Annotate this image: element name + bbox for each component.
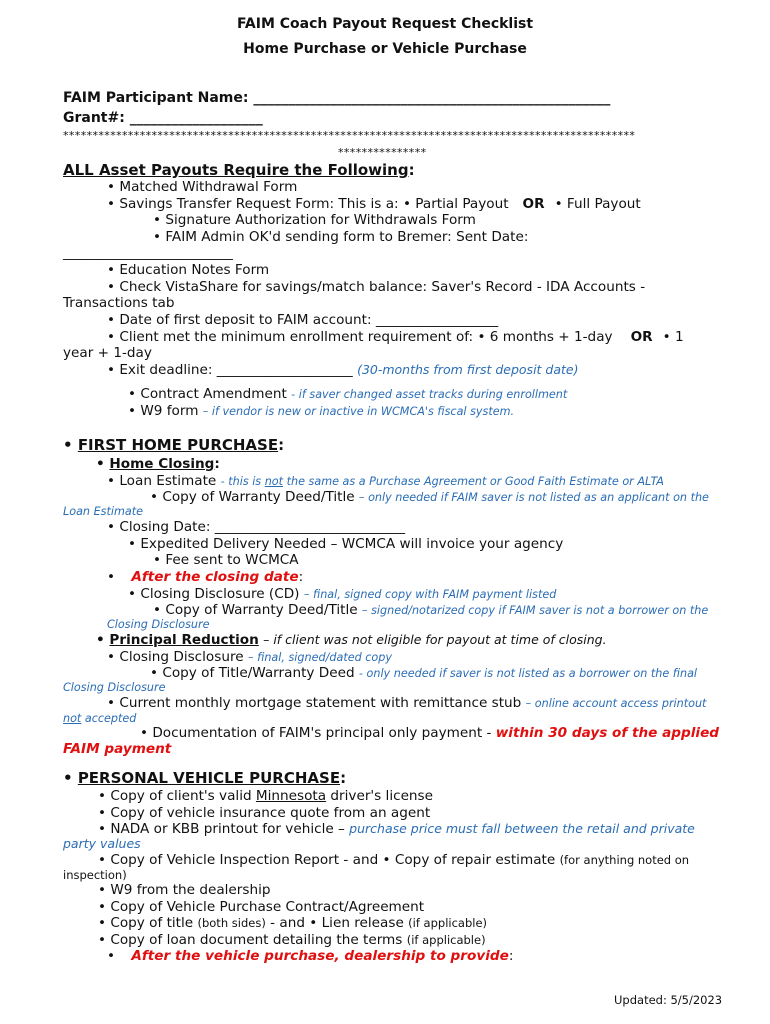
subheading-home-closing: • Home Closing: bbox=[96, 456, 220, 472]
list-item: • Documentation of FAIM's principal only payment - within 30 days of the applied bbox=[140, 725, 720, 741]
list-item: • Copy of Warranty Deed/Title – signed/notarized copy if FAIM saver is not a borrower on the bbox=[153, 602, 709, 618]
list-item-continued: inspection) bbox=[63, 868, 127, 882]
document-title: FAIM Coach Payout Request Checklist bbox=[236, 16, 534, 32]
list-item: • Loan Estimate - this is not the same as a Purchase Agreement or Good Faith Estimate or ALTA bbox=[107, 473, 664, 489]
updated-date: Updated: 5/5/2023 bbox=[614, 993, 723, 1007]
section-heading-home: • FIRST HOME PURCHASE: bbox=[63, 436, 285, 454]
list-item-continued: year + 1-day bbox=[63, 345, 152, 361]
list-item: • Signature Authorization for Withdrawals Form bbox=[153, 212, 476, 228]
separator-stars-2: *************** bbox=[338, 146, 427, 159]
list-item-continued: Loan Estimate bbox=[63, 505, 143, 518]
list-item: • Exit deadline: ____________________ (30-months from first deposit date) bbox=[107, 362, 579, 378]
list-item: • Closing Date: ____________________________ bbox=[107, 519, 406, 535]
list-item-continued: not accepted bbox=[63, 712, 137, 725]
list-item: • FAIM Admin OK'd sending form to Bremer: Sent Date: bbox=[153, 229, 529, 245]
list-item-continued: Closing Disclosure bbox=[63, 681, 166, 694]
list-item: • Education Notes Form bbox=[107, 262, 270, 278]
list-item: • Client met the minimum enrollment requirement of: • 6 months + 1-day OR • 1 bbox=[107, 329, 684, 345]
list-item: • Copy of loan document detailing the terms (if applicable) bbox=[98, 932, 486, 948]
list-item-after-purchase: • After the vehicle purchase, dealership to provide: bbox=[107, 948, 514, 964]
list-item: • NADA or KBB printout for vehicle – purchase price must fall between the retail and private bbox=[98, 821, 695, 837]
grant-field: Grant#: ___________________ bbox=[63, 110, 263, 126]
list-item: • Copy of Vehicle Purchase Contract/Agreement bbox=[98, 899, 425, 915]
list-item: • Copy of Vehicle Inspection Report - and • Copy of repair estimate (for anything noted on bbox=[98, 852, 690, 868]
list-item: • W9 form – if vendor is new or inactive in WCMCA's fiscal system. bbox=[128, 403, 515, 419]
list-item: • Copy of vehicle insurance quote from an agent bbox=[98, 805, 431, 821]
list-item: • Copy of title (both sides) - and • Lien release (if applicable) bbox=[98, 915, 488, 931]
list-item: • Check VistaShare for savings/match balance: Saver's Record - IDA Accounts - bbox=[107, 279, 646, 295]
list-item-continued: party values bbox=[63, 836, 141, 851]
sent-date-blank: _________________________ bbox=[63, 245, 233, 261]
list-item: • Copy of Warranty Deed/Title – only needed if FAIM saver is not listed as an applicant on the bbox=[150, 489, 709, 505]
list-item-continued: FAIM payment bbox=[63, 741, 172, 757]
section-heading-vehicle: • PERSONAL VEHICLE PURCHASE: bbox=[63, 769, 347, 787]
list-item: • Expedited Delivery Needed – WCMCA will invoice your agency bbox=[128, 536, 564, 552]
list-item: • Copy of Title/Warranty Deed - only needed if saver is not listed as a borrower on the final bbox=[150, 665, 698, 681]
list-item-continued: Closing Disclosure bbox=[107, 618, 210, 631]
list-item: • Date of first deposit to FAIM account: __________________ bbox=[107, 312, 499, 328]
separator-stars: ************************************************************************************************* bbox=[63, 129, 636, 142]
list-item: • Contract Amendment - if saver changed asset tracks during enrollment bbox=[128, 386, 568, 402]
list-item: • Fee sent to WCMCA bbox=[153, 552, 299, 568]
list-item-after-closing: • After the closing date: bbox=[107, 569, 304, 585]
list-item: • Current monthly mortgage statement with remittance stub – online account access printout bbox=[107, 695, 707, 711]
document-subtitle: Home Purchase or Vehicle Purchase bbox=[243, 41, 527, 57]
participant-name-field: FAIM Participant Name: ___________________________________________________ bbox=[63, 90, 611, 106]
list-item: • W9 from the dealership bbox=[98, 882, 271, 898]
list-item-continued: Transactions tab bbox=[63, 295, 175, 311]
section-heading-all: ALL Asset Payouts Require the Following: bbox=[63, 161, 415, 179]
list-item: • Savings Transfer Request Form: This is a: • Partial Payout OR • Full Payout bbox=[107, 196, 641, 212]
list-item: • Closing Disclosure – final, signed/dated copy bbox=[107, 649, 392, 665]
list-item: • Closing Disclosure (CD) – final, signed copy with FAIM payment listed bbox=[128, 586, 557, 602]
list-item: • Copy of client's valid Minnesota driver's license bbox=[98, 788, 433, 804]
subheading-principal-reduction: • Principal Reduction – if client was not eligible for payout at time of closing. bbox=[96, 632, 607, 648]
list-item: • Matched Withdrawal Form bbox=[107, 179, 298, 195]
